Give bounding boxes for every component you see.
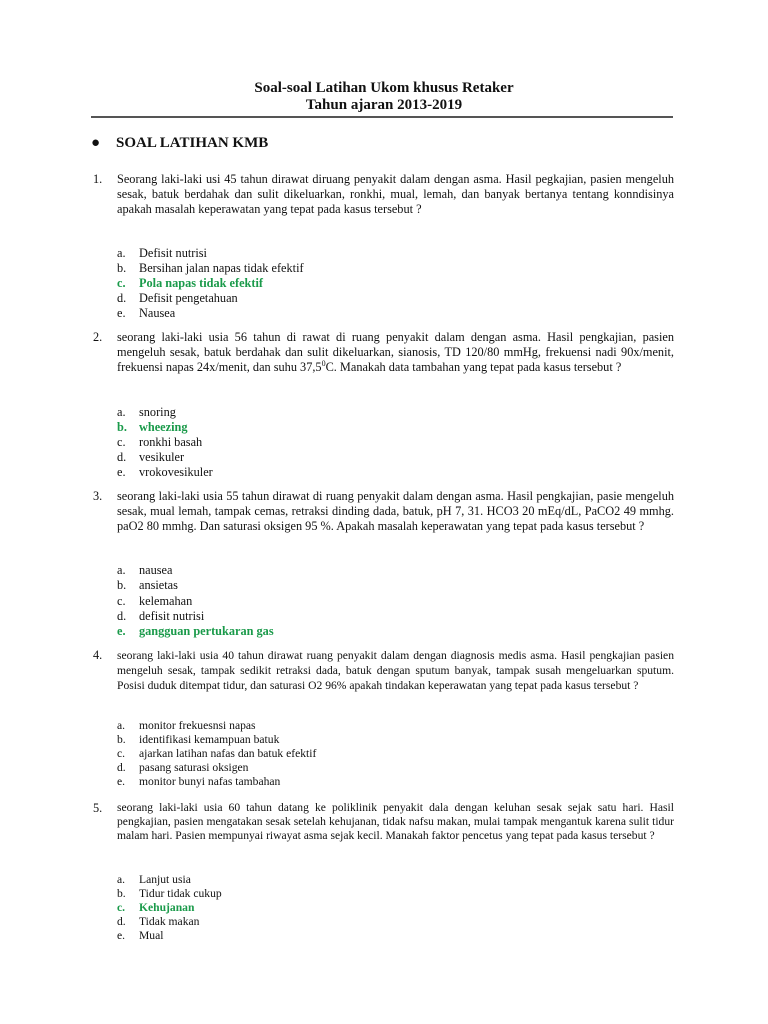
answer-option	[117, 732, 279, 747]
option-text: ronkhi basah	[139, 435, 203, 449]
option-letter: c.	[117, 901, 126, 914]
option-text: Kehujanan	[139, 901, 195, 914]
option-letter: a.	[117, 719, 126, 732]
option-text: Tidur tidak cukup	[139, 887, 222, 900]
option-letter: e.	[117, 624, 126, 638]
option-letter: e.	[117, 775, 126, 788]
answer-option	[117, 405, 176, 420]
option-letter: c.	[117, 435, 126, 449]
answer-option	[117, 306, 175, 321]
question-text: seorang laki-laki usia 40 tahun dirawat ruang penyakit dalam dengan diagnosis medis asma. Hasil pengkajian pasien mengeluh sesak, tampak sedikit retraksi dada, batuk dengan sputum banyak, tampak susah mengeluarkan sputum. Posisi duduk ditempat tidur, dan saturasi O2 96% apakah tindakan keperawatan yang tepat pada kasus tersebut ?	[117, 649, 674, 692]
option-text: wheezing	[139, 420, 188, 434]
option-letter: c.	[117, 276, 126, 290]
option-text: Nausea	[139, 306, 176, 320]
option-text: nausea	[139, 563, 173, 577]
option-text: ajarkan latihan nafas dan batuk efektif	[139, 747, 317, 760]
answer-option	[117, 563, 172, 578]
answer-option	[117, 450, 184, 465]
option-letter: d.	[117, 915, 126, 928]
question-text	[117, 330, 674, 375]
option-text: vesikuler	[139, 450, 185, 464]
option-letter: c.	[117, 594, 126, 608]
answer-option	[117, 609, 204, 624]
answer-option	[117, 746, 316, 761]
bullet-icon: ●	[91, 135, 101, 151]
option-letter: b.	[117, 578, 127, 592]
option-text: Defisit pengetahuan	[139, 291, 238, 305]
option-text: kelemahan	[139, 594, 193, 608]
answer-option-correct	[117, 276, 263, 291]
answer-option	[117, 886, 222, 901]
question-number: 5.	[93, 801, 103, 815]
option-letter: e.	[117, 929, 126, 942]
document-title: Soal-soal Latihan Ukom khusus Retaker	[254, 80, 514, 96]
answer-option	[117, 578, 178, 593]
option-letter: a.	[117, 246, 126, 260]
section-label: SOAL LATIHAN KMB	[116, 135, 269, 151]
question-text-part: seorang laki-laki usia 56 tahun di rawat di ruang penyakit dalam dengan asma. Hasil pengkajian, pasien mengeluh sesak, batuk berdahak dan sulit dikeluarkan, sianosis, TD 120/80 mmHg, frekuensi nadi 90x/menit, frekuensi napas 24x/menit, dan suhu 37,5	[117, 330, 674, 374]
question-number: 4.	[93, 648, 103, 662]
answer-option	[117, 774, 280, 789]
option-letter: b.	[117, 733, 126, 746]
answer-option	[117, 760, 248, 775]
option-letter: b.	[117, 887, 126, 900]
answer-option	[117, 928, 163, 943]
option-text: gangguan pertukaran gas	[139, 624, 274, 638]
degree-superscript: 0	[321, 358, 326, 368]
question-text-part: C. Manakah data tambahan yang tepat pada kasus tersebut ?	[325, 360, 622, 374]
option-letter: a.	[117, 405, 126, 419]
question-number: 2.	[93, 330, 103, 344]
option-letter: c.	[117, 747, 126, 760]
option-letter: b.	[117, 420, 127, 434]
option-letter: d.	[117, 450, 127, 464]
option-letter: d.	[117, 291, 127, 305]
answer-option	[117, 291, 238, 306]
question-number: 3.	[93, 489, 103, 503]
option-text: Pola napas tidak efektif	[139, 276, 264, 290]
answer-option	[117, 261, 304, 276]
answer-option-correct	[117, 624, 274, 639]
option-letter: b.	[117, 261, 127, 275]
answer-option	[117, 718, 256, 733]
answer-option	[117, 872, 191, 887]
option-text: monitor frekuesnsi napas	[139, 719, 256, 732]
option-text: Lanjut usia	[139, 873, 191, 886]
option-letter: d.	[117, 761, 126, 774]
answer-option	[117, 914, 199, 929]
option-letter: e.	[117, 465, 126, 479]
option-text: identifikasi kemampuan batuk	[139, 733, 280, 746]
option-text: pasang saturasi oksigen	[139, 761, 249, 774]
answer-option	[117, 246, 207, 261]
question-text: Seorang laki-laki usi 45 tahun dirawat diruang penyakit dalam dengan asma. Hasil pegkajian, pasien mengeluh sesak, batuk berdahak dan sulit dikeluarkan, ronkhi, mual, lemah, dan banyak bertanya tentang konndisinya apakah masalah keperawatan yang tepat pada kasus tersebut ?	[117, 172, 674, 216]
option-text: ansietas	[139, 578, 178, 592]
question-text: seorang laki-laki usia 55 tahun dirawat di ruang penyakit dalam dengan asma. Hasil pengkajian, pasie mengeluh sesak, mual lemah, tampak cemas, retraksi dinding dada, batuk, pH 7, 31. HCO3 20 mEq/dL, PaCO2 49 mmhg. paO2 80 mmhg. Dan saturasi oksigen 95 %. Apakah masalah keperawatan yang tepat pada kasus tersebut ?	[117, 489, 674, 533]
option-text: vrokovesikuler	[139, 465, 213, 479]
answer-option	[117, 435, 202, 450]
section-heading	[91, 135, 268, 152]
answer-option	[117, 465, 213, 480]
option-letter: a.	[117, 563, 126, 577]
option-text: Mual	[139, 929, 164, 942]
answer-option	[117, 594, 192, 609]
document-subtitle: Tahun ajaran 2013-2019	[305, 97, 463, 113]
option-letter: a.	[117, 873, 126, 886]
option-letter: e.	[117, 306, 126, 320]
option-text: monitor bunyi nafas tambahan	[139, 775, 281, 788]
option-letter: d.	[117, 609, 127, 623]
option-text: Bersihan jalan napas tidak efektif	[139, 261, 304, 275]
option-text: Defisit nutrisi	[139, 246, 207, 260]
option-text: snoring	[139, 405, 176, 419]
question-number: 1.	[93, 172, 103, 186]
answer-option-correct	[117, 900, 194, 915]
header-divider	[91, 116, 673, 118]
option-text: defisit nutrisi	[139, 609, 205, 623]
option-text: Tidak makan	[139, 915, 200, 928]
question-text: seorang laki-laki usia 60 tahun datang ke poliklinik penyakit dala dengan keluhan sesak sejak satu hari. Hasil pengkajian, pasien mengatakan sesak setelah kehujanan, tidak nafsu makan, mulai tampak mengantuk karena sulit tidur malam hari. Pasien mempunyai riwayat asma sejak kecil. Manakah faktor pencetus yang tepat pada kasus tersebut ?	[117, 801, 674, 842]
answer-option-correct	[117, 420, 188, 435]
